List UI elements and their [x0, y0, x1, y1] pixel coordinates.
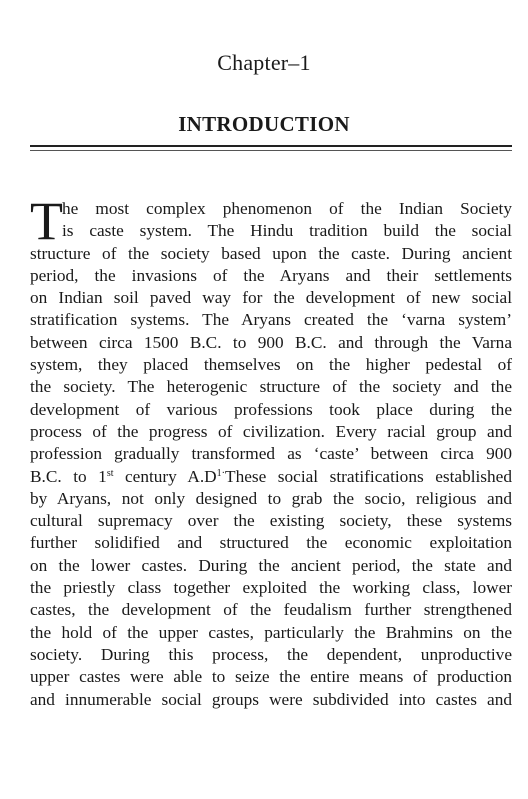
- text-line: development of various professions took place during the: [30, 399, 512, 419]
- line-segment: These social stratifications established: [225, 466, 512, 486]
- text-line: the society. The heterogenic structure of the society and the: [30, 377, 512, 397]
- text-line: he most complex phenomenon of the Indian Society: [62, 199, 512, 218]
- chapter-label: Chapter–1: [217, 50, 311, 75]
- ordinal-superscript: st: [106, 467, 114, 479]
- line-segment: century A.D: [113, 466, 217, 486]
- text-line: period, the invasions of the Aryans and their settlements: [30, 265, 512, 285]
- text-line: by Aryans, not only designed to grab the socio, religious and: [30, 488, 512, 508]
- text-line: upper castes were able to seize the entire means of production: [30, 667, 512, 687]
- text-line: on the lower castes. During the ancient period, the state and: [30, 555, 512, 575]
- drop-cap: T: [30, 191, 63, 251]
- text-line: profession gradually transformed as ‘caste’ between circa 900: [30, 444, 512, 464]
- text-line-with-superscript: [30, 466, 512, 488]
- text-line: on Indian soil paved way for the development of new social: [30, 288, 512, 308]
- text-line: system, they placed themselves on the higher pedestal of: [30, 355, 512, 375]
- text-line: process of the progress of civilization. Every racial group and: [30, 421, 512, 441]
- title-rule-thick: [30, 145, 512, 147]
- text-line: further solidified and structured the economic exploitation: [30, 533, 512, 553]
- footnote-marker: 1·: [216, 467, 226, 479]
- line-segment: B.C. to 1: [30, 466, 107, 486]
- chapter-title: INTRODUCTION: [178, 112, 350, 136]
- text-line: the priestly class together exploited the working class, lower: [30, 578, 512, 598]
- body-paragraph: [30, 191, 512, 711]
- text-line: between circa 1500 B.C. to 900 B.C. and through the Varna: [30, 332, 512, 352]
- text-line: castes, the development of the feudalism further strengthened: [30, 600, 512, 620]
- text-line: structure of the society based upon the caste. During ancient: [30, 243, 512, 263]
- text-line: the hold of the upper castes, particularly the Brahmins on the: [30, 622, 512, 642]
- text-line: cultural supremacy over the existing society, these systems: [30, 511, 512, 531]
- text-line: and innumerable social groups were subdivided into castes and: [30, 689, 512, 709]
- text-line: society. During this process, the dependent, unproductive: [30, 644, 512, 664]
- text-line: is caste system. The Hindu tradition build the social: [62, 221, 512, 241]
- text-line: stratification systems. The Aryans created the ‘varna system’: [30, 310, 512, 330]
- title-rule-thin: [30, 150, 512, 151]
